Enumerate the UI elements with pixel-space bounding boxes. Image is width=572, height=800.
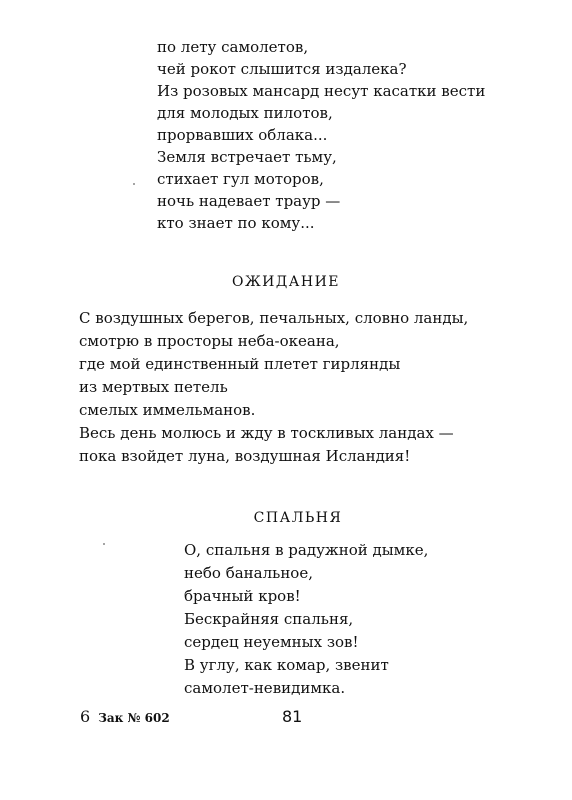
poem-line: смелых иммельманов. bbox=[79, 401, 256, 419]
poem-line: Земля встречает тьму, bbox=[157, 148, 337, 166]
poem-line: небо банальное, bbox=[184, 564, 313, 582]
print-speck bbox=[103, 543, 105, 545]
poem-line: по лету самолетов, bbox=[157, 38, 309, 56]
poem-line: С воздушных берегов, печальных, словно ланды, bbox=[79, 309, 469, 327]
poem-line: из мертвых петель bbox=[79, 378, 228, 396]
poem-line: стихает гул моторов, bbox=[157, 170, 324, 188]
poem-line: кто знает по кому... bbox=[157, 214, 315, 232]
poem-line: Бескрайняя спальня, bbox=[184, 610, 354, 628]
poem-line: чей рокот слышится издалека? bbox=[157, 60, 407, 78]
printer-signature bbox=[80, 707, 170, 726]
poem-line: самолет-невидимка. bbox=[184, 679, 346, 697]
poem-line: где мой единственный плетет гирлянды bbox=[79, 355, 401, 373]
poem-line: ночь надевает траур — bbox=[157, 192, 341, 210]
poem-spalnya-stanza bbox=[184, 539, 428, 700]
poem-line: Из розовых мансард несут касатки вести bbox=[157, 82, 486, 100]
poem-ozhidanie-stanza bbox=[79, 307, 468, 468]
poem-title-ozhidanie: ОЖИДАНИЕ bbox=[231, 274, 341, 290]
poem-line: для молодых пилотов, bbox=[157, 104, 333, 122]
poem-continuation-stanza bbox=[157, 36, 485, 234]
print-speck bbox=[133, 183, 135, 185]
signature-order-text: Зак № 602 bbox=[98, 711, 170, 725]
poem-line: пока взойдет луна, воздушная Исландия! bbox=[79, 447, 411, 465]
poem-line: смотрю в просторы неба-океана, bbox=[79, 332, 340, 350]
page-number: 81 bbox=[282, 707, 303, 726]
poem-line: В углу, как комар, звенит bbox=[184, 656, 389, 674]
poem-line: О, спальня в радужной дымке, bbox=[184, 541, 429, 559]
signature-number: 6 bbox=[80, 707, 91, 726]
poem-line: прорвавших облака... bbox=[157, 126, 328, 144]
poem-line: сердец неуемных зов! bbox=[184, 633, 359, 651]
poem-line: брачный кров! bbox=[184, 587, 301, 605]
poem-title-spalnya: СПАЛЬНЯ bbox=[253, 510, 343, 526]
poem-line: Весь день молюсь и жду в тоскливых ландах — bbox=[79, 424, 454, 442]
